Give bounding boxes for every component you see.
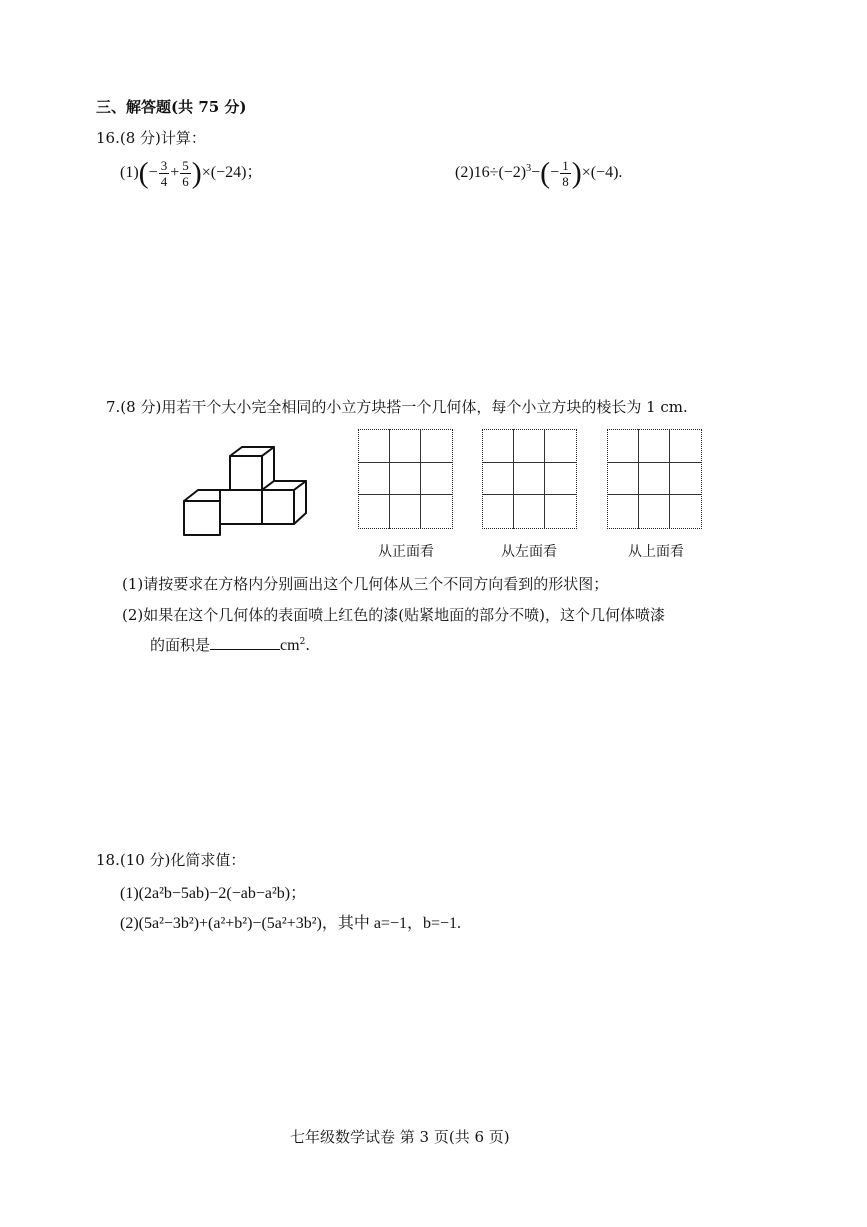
grid-front-view[interactable] <box>358 429 453 529</box>
label-front-view: 从正面看 <box>378 544 434 560</box>
q16-part2: $(2)16\div(-2)^3-(-$ $\frac{1}{8}$ )×(−4). <box>455 156 623 190</box>
q17-sub2-line1: (2)如果在这个几何体的表面喷上红色的漆(贴紧地面的部分不喷)，这个几何体喷漆 <box>122 606 665 624</box>
q18-header: 18.(10 分)化简求值： <box>96 851 246 869</box>
q16-p1-tail: ×(−24)； <box>201 164 263 182</box>
answer-blank[interactable] <box>210 637 280 650</box>
section-title: 三、解答题(共 75 分) <box>96 98 247 116</box>
q16-header: 16.(8 分)计算： <box>96 129 206 147</box>
label-top-view: 从上面看 <box>628 544 684 560</box>
q16-p1-label: (1) <box>120 164 139 182</box>
q18-part2: (2)(5a²−3b²)+(a²+b²)−(5a²+3b²)，其中 a=−1，b=−1. <box>120 915 462 932</box>
q16-p1-frac2: $\frac{5}{6}$ <box>182 158 189 189</box>
label-left-view: 从左面看 <box>501 544 557 560</box>
q17-sub1: (1)请按要求在方格内分别画出这个几何体从三个不同方向看到的形状图； <box>122 575 609 593</box>
q17-header: 7.(8 分)用若干个大小完全相同的小立方块搭一个几何体，每个小立方块的棱长为 1 cm. <box>106 398 688 416</box>
cube-figure <box>178 440 313 540</box>
q16-p2-frac: $\frac{1}{8}$ <box>562 158 569 189</box>
grid-left-view[interactable] <box>482 429 577 529</box>
q16-p1-frac1: $\frac{3}{4}$ <box>160 158 168 189</box>
q16-part1: (1)(− $\frac{3}{4}$ + $\frac{5}{6}$ )×(−24)； <box>120 156 263 190</box>
grid-top-view[interactable] <box>607 429 702 529</box>
page-footer: 七年级数学试卷 第 3 页(共 6 页) <box>290 1128 510 1146</box>
q17-sub2-line2: 的面积是 $cm^2$. <box>150 636 311 654</box>
q18-part1: (1)(2a²b−5ab)−2(−ab−a²b)； <box>120 885 307 902</box>
